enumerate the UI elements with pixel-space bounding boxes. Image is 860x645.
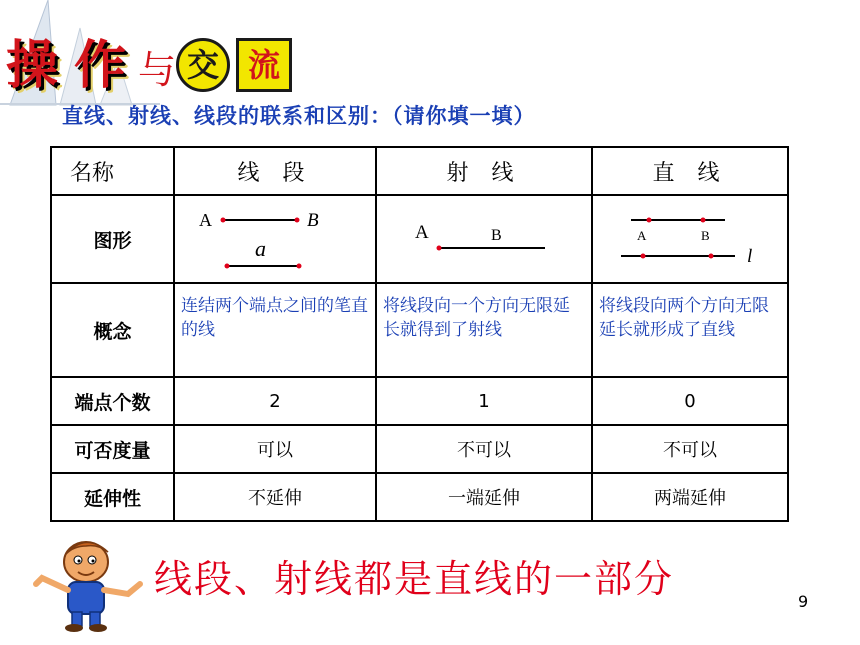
table-header-row bbox=[51, 147, 788, 195]
table-row-endpoints bbox=[51, 377, 788, 425]
line-extension: 两端延伸 bbox=[592, 473, 788, 521]
segment-label-name: a bbox=[255, 236, 266, 261]
segment-upper-endpoint-a bbox=[221, 218, 226, 223]
line-lower-point-2 bbox=[709, 254, 714, 259]
segment-upper-endpoint-b bbox=[295, 218, 300, 223]
line-point-a bbox=[647, 218, 652, 223]
ray-figure bbox=[377, 196, 591, 278]
segment-concept: 连结两个端点之间的笔直的线 bbox=[174, 283, 376, 377]
ray-endpoints: 1 bbox=[376, 377, 592, 425]
ray-measurable: 不可以 bbox=[376, 425, 592, 473]
row-label-measurable: 可否度量 bbox=[51, 425, 174, 473]
header-segment: 线 段 bbox=[174, 147, 376, 195]
ray-extension: 一端延伸 bbox=[376, 473, 592, 521]
header-name: 名称 bbox=[51, 147, 174, 195]
table-row-figure bbox=[51, 195, 788, 283]
segment-label-end: B bbox=[307, 210, 319, 231]
header-ray: 射 线 bbox=[376, 147, 592, 195]
title-char-3: 与 bbox=[138, 48, 177, 92]
title-char-2: 作 bbox=[74, 36, 127, 96]
line-endpoints: 0 bbox=[592, 377, 788, 425]
segment-figure-cell bbox=[174, 195, 376, 283]
line-lower-point-1 bbox=[641, 254, 646, 259]
title-char-5: 流 bbox=[236, 38, 292, 92]
mascot-illustration bbox=[28, 532, 148, 632]
ray-figure-cell bbox=[376, 195, 592, 283]
segment-figure bbox=[175, 196, 375, 278]
row-label-extension: 延伸性 bbox=[51, 473, 174, 521]
row-label-endpoints: 端点个数 bbox=[51, 377, 174, 425]
segment-label-start: A bbox=[199, 210, 212, 230]
line-label-a: A bbox=[637, 228, 647, 243]
title-char-4: 交 bbox=[176, 38, 230, 92]
title-char-1: 操 bbox=[6, 36, 59, 96]
line-label-b: B bbox=[701, 228, 710, 243]
page-number: 9 bbox=[798, 592, 809, 611]
ray-concept: 将线段向一个方向无限延长就得到了射线 bbox=[376, 283, 592, 377]
table-row-concept bbox=[51, 283, 788, 377]
line-label-name: l bbox=[747, 246, 753, 267]
subtitle: 直线、射线、线段的联系和区别：（请你填一填） bbox=[62, 104, 536, 128]
line-point-b bbox=[701, 218, 706, 223]
line-measurable: 不可以 bbox=[592, 425, 788, 473]
row-label-figure: 图形 bbox=[51, 195, 174, 283]
segment-extension: 不延伸 bbox=[174, 473, 376, 521]
line-figure bbox=[593, 196, 787, 278]
header-line: 直 线 bbox=[592, 147, 788, 195]
line-figure-cell bbox=[592, 195, 788, 283]
line-concept: 将线段向两个方向无限延长就形成了直线 bbox=[592, 283, 788, 377]
segment-lower-endpoint-2 bbox=[297, 264, 302, 269]
segment-endpoints: 2 bbox=[174, 377, 376, 425]
row-label-concept: 概念 bbox=[51, 283, 174, 377]
ray-label-end: B bbox=[491, 227, 502, 244]
ray-endpoint bbox=[437, 246, 442, 251]
segment-measurable: 可以 bbox=[174, 425, 376, 473]
comparison-table bbox=[50, 146, 789, 522]
segment-lower-endpoint-1 bbox=[225, 264, 230, 269]
table-row-measurable bbox=[51, 425, 788, 473]
ray-label-start: A bbox=[415, 222, 429, 243]
conclusion-text: 线段、射线都是直线的一部分 bbox=[154, 557, 675, 601]
table-row-extension bbox=[51, 473, 788, 521]
